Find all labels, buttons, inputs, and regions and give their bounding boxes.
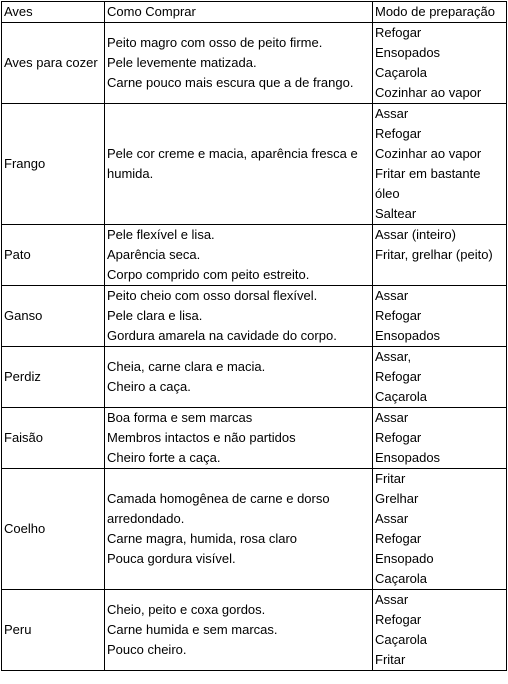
how-to-buy-line: Cheiro a caça. (107, 379, 191, 394)
header-aves: Aves (2, 2, 105, 23)
preparation-method: Ensopados (375, 45, 441, 60)
preparation-cell (373, 408, 507, 469)
how-to-buy-cell (105, 104, 373, 225)
how-to-buy-cell (105, 225, 373, 286)
bird-name: Perdiz (2, 347, 105, 408)
preparation-method: Assar (inteiro) (375, 227, 456, 242)
how-to-buy-line: Corpo comprido com peito estreito. (107, 267, 310, 282)
bird-name: Peru (2, 590, 105, 671)
preparation-method: Caçarola (375, 389, 428, 404)
bird-name: Faisão (2, 408, 105, 469)
preparation-method: Refogar (375, 126, 422, 141)
how-to-buy-cell (105, 347, 373, 408)
how-to-buy-line: Pouco cheiro. (107, 642, 187, 657)
table-row (2, 590, 507, 671)
bird-name: Coelho (2, 469, 105, 590)
how-to-buy-line: Pele flexível e lisa. (107, 227, 215, 242)
preparation-cell (373, 225, 507, 286)
table-row (2, 469, 507, 590)
preparation-method: Assar (375, 592, 409, 607)
preparation-method: Refogar (375, 369, 422, 384)
how-to-buy-line: Peito cheio com osso dorsal flexível. (107, 288, 318, 303)
table-row (2, 225, 507, 286)
how-to-buy-line: Cheia, carne clara e macia. (107, 359, 266, 374)
how-to-buy-cell (105, 469, 373, 590)
how-to-buy-line: Camada homogênea de carne e dorso (107, 491, 330, 506)
header-como-comprar: Como Comprar (105, 2, 373, 23)
preparation-method: Caçarola (375, 632, 428, 647)
preparation-cell (373, 23, 507, 104)
table-row (2, 408, 507, 469)
preparation-method: Fritar (375, 471, 406, 486)
how-to-buy-line: Pele clara e lisa. (107, 308, 203, 323)
preparation-method: Assar (375, 288, 409, 303)
how-to-buy-cell (105, 408, 373, 469)
table-row (2, 23, 507, 104)
preparation-method: Assar, (375, 349, 412, 364)
how-to-buy-cell (105, 286, 373, 347)
preparation-cell (373, 347, 507, 408)
how-to-buy-line: Carne pouco mais escura que a de frango. (107, 75, 354, 90)
preparation-method: Assar (375, 106, 409, 121)
how-to-buy-cell (105, 23, 373, 104)
preparation-method: Refogar (375, 25, 422, 40)
how-to-buy-line: Carne humida e sem marcas. (107, 622, 278, 637)
table-row (2, 347, 507, 408)
how-to-buy-line: Peito magro com osso de peito firme. (107, 35, 323, 50)
table-row (2, 104, 507, 225)
how-to-buy-line: Cheiro forte a caça. (107, 450, 221, 465)
preparation-method: Ensopados (375, 450, 441, 465)
how-to-buy-line: humida. (107, 166, 154, 181)
header-row (2, 2, 507, 23)
how-to-buy-line: Gordura amarela na cavidade do corpo. (107, 328, 337, 343)
preparation-method: Cozinhar ao vapor (375, 146, 482, 161)
preparation-method: Cozinhar ao vapor (375, 85, 482, 100)
table-body (2, 23, 507, 671)
how-to-buy-line: Pele levemente matizada. (107, 55, 257, 70)
preparation-method: Refogar (375, 430, 422, 445)
preparation-cell (373, 469, 507, 590)
how-to-buy-line: Membros intactos e não partidos (107, 430, 296, 445)
preparation-method: Refogar (375, 612, 422, 627)
bird-name: Aves para cozer (2, 23, 105, 104)
preparation-method: Ensopado (375, 551, 434, 566)
how-to-buy-line: Cheio, peito e coxa gordos. (107, 602, 266, 617)
bird-name: Pato (2, 225, 105, 286)
preparation-method: Ensopados (375, 328, 441, 343)
preparation-method: Fritar, grelhar (peito) (375, 247, 493, 262)
preparation-cell (373, 590, 507, 671)
preparation-method: Caçarola (375, 65, 428, 80)
how-to-buy-cell (105, 590, 373, 671)
how-to-buy-line: arredondado. (107, 511, 185, 526)
how-to-buy-line: Aparência seca. (107, 247, 201, 262)
preparation-method: Refogar (375, 308, 422, 323)
preparation-method: Fritar em bastante (375, 166, 481, 181)
bird-name: Ganso (2, 286, 105, 347)
preparation-cell (373, 286, 507, 347)
preparation-cell (373, 104, 507, 225)
how-to-buy-line: Pele cor creme e macia, aparência fresca e (107, 146, 358, 161)
preparation-method: Refogar (375, 531, 422, 546)
preparation-method: Assar (375, 511, 409, 526)
poultry-table (1, 1, 507, 671)
preparation-method: Caçarola (375, 571, 428, 586)
header-modo-de-preparacao: Modo de preparação (373, 2, 507, 23)
bird-name: Frango (2, 104, 105, 225)
how-to-buy-line: Carne magra, humida, rosa claro (107, 531, 298, 546)
how-to-buy-line: Boa forma e sem marcas (107, 410, 253, 425)
how-to-buy-line: Pouca gordura visível. (107, 551, 236, 566)
preparation-method: Saltear (375, 206, 417, 221)
table-row (2, 286, 507, 347)
preparation-method: Assar (375, 410, 409, 425)
preparation-method: Grelhar (375, 491, 419, 506)
preparation-method: Fritar (375, 652, 406, 667)
preparation-method: óleo (375, 186, 400, 201)
